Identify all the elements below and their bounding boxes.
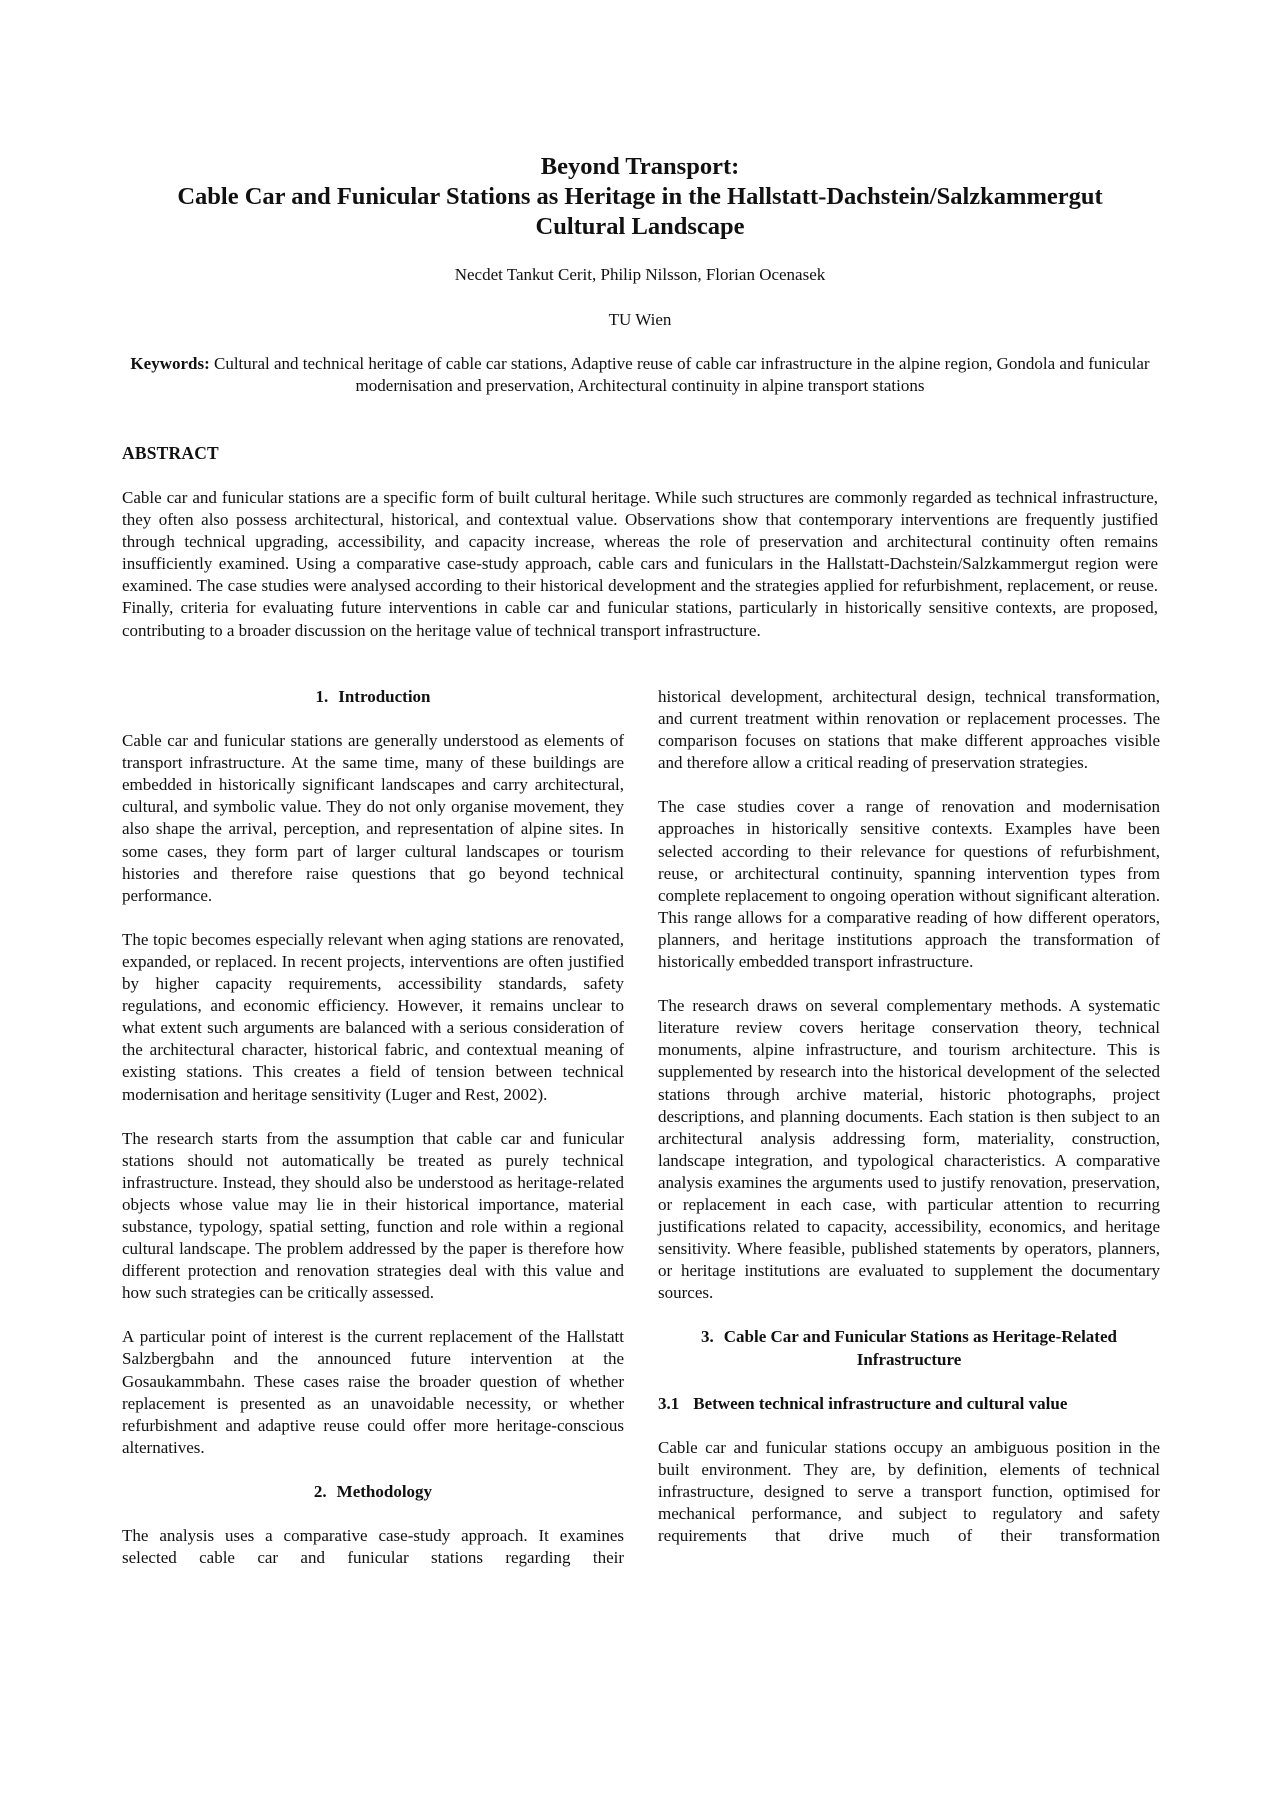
affiliation: TU Wien [608,310,672,329]
right-column [658,686,1160,1547]
section-title-cont: Infrastructure [856,1349,962,1369]
abstract-heading: ABSTRACT [122,443,219,463]
paragraph: Cable car and funicular stations are generally understood as elements of transport infrastructure. At the same time, many of these buildings are embedded in historically significant landscapes and carry architectural, cultural, and symbolic value. They do not only organise movement, they also shape the arrival, perception, and representation of alpine sites. In some cases, they form part of larger cultural landscapes or tourism histories and therefore raise questions that go beyond technical performance. [122,731,624,905]
paragraph: A particular point of interest is the current replacement of the Hallstatt Salzbergbahn and the announced future intervention at the Gosaukammbahn. These cases raise the broader question of whether replacement is presented as an unavoidable necessity, or whether refurbishment and adaptive reuse could offer more heritage-conscious alternatives. [122,1327,624,1457]
keywords [120,353,1160,397]
section-number: 1. [315,687,329,706]
section-title: Cable Car and Funicular Stations as Heritage-Related [723,1327,1117,1347]
left-column [122,686,624,1569]
section-title: Methodology [336,1481,433,1501]
paragraph: historical development, architectural design, technical transformation, and current treatment within renovation or replacement processes. The comparison focuses on stations that make different approaches visible and therefore allow a critical reading of preservation strategies. [658,687,1160,773]
subsection-number: 3.1 [658,1393,680,1413]
paper-title [100,152,1180,242]
section-title: Introduction [338,687,431,706]
section-number: 2. [313,1481,327,1501]
paragraph: The research starts from the assumption that cable car and funicular stations should not automatically be treated as purely technical infrastructure. Instead, they should also be understood as heritage-related objects whose value may lie in their historical importance, material substance, typology, spatial setting, function and role within a regional cultural landscape. The problem addressed by the paper is therefore how different protection and renovation strategies deal with this value and how such strategies can be critically assessed. [122,1128,624,1303]
subsection-title: Between technical infrastructure and cultural value [693,1393,1068,1413]
paragraph: Cable car and funicular stations occupy an ambiguous position in the built environment. They are, by definition, elements of technical infrastructure, designed to serve a transport function, optimised for mechanical performance, and subject to regulatory and safety requirements that drive much of their transformation [658,1437,1160,1546]
section-heading-introduction [122,686,624,708]
section-heading-methodology [122,1481,624,1503]
paragraph: The case studies cover a range of renovation and modernisation approaches in historically sensitive contexts. Examples have been selected according to their relevance for questions of refurbishment, reuse, or architectural continuity, spanning intervention types from complete replacement to ongoing operation without significant alteration. This range allows for a comparative reading of how different operators, planners, and heritage institutions approach the transformation of historically embedded transport infrastructure. [658,797,1160,972]
subsection-heading [658,1393,1160,1415]
paragraph: The topic becomes especially relevant when aging stations are renovated, expanded, or replaced. In recent projects, interventions are often justified by higher capacity requirements, accessibility standards, safety regulations, and economic efficiency. However, it remains unclear to what extent such arguments are balanced with a serious consideration of the architectural character, historical fabric, and contextual meaning of existing stations. This creates a field of tension between technical modernisation and heritage sensitivity (Luger and Rest, 2002). [122,929,624,1104]
title-line-3: Cultural Landscape [535,213,745,240]
keywords-text: Cultural and technical heritage of cable car stations, Adaptive reuse of cable car infrastructure in the alpine region, Gondola and funicular modernisation and preservation, Architectural continuity in alpine transport stations [209,354,1150,395]
title-line-2: Cable Car and Funicular Stations as Heritage in the Hallstatt-Dachstein/Salzkammergut [177,183,1103,210]
section-number: 3. [701,1327,714,1347]
section-heading-heritage [658,1326,1160,1370]
authors: Necdet Tankut Cerit, Philip Nilsson, Florian Ocenasek [454,265,826,284]
keywords-label: Keywords: [130,354,210,373]
abstract-text: Cable car and funicular stations are a specific form of built cultural heritage. While such structures are commonly regarded as technical infrastructure, they often also possess architectural, historical, and contextual value. Observations show that contemporary interventions are frequently justified through technical upgrading, accessibility, and capacity increase, whereas the role of preservation and architectural continuity often remains insufficiently examined. Using a comparative case-study approach, cable cars and funiculars in the Hallstatt-Dachstein/Salzkammergut region were examined. The case studies were analysed according to their historical development and the strategies applied for refurbishment, replacement, or reuse. Finally, criteria for evaluating future interventions in cable car and funicular stations, particularly in historically sensitive contexts, are proposed, contributing to a broader discussion on the heritage value of technical transport infrastructure. [122,488,1158,640]
paragraph: The analysis uses a comparative case-study approach. It examines selected cable car and funicular stations regarding their [122,1526,624,1568]
title-line-1: Beyond Transport: [540,153,740,180]
paragraph: The research draws on several complementary methods. A systematic literature review covers heritage conservation theory, technical monuments, alpine infrastructure, and tourism architecture. This is supplemented by research into the historical development of the selected stations through archive material, historic photographs, project descriptions, and planning documents. Each station is then subject to an architectural analysis addressing form, materiality, construction, landscape integration, and typological characteristics. A comparative analysis examines the arguments used to justify renovation, preservation, or replacement in each case, with particular attention to recurring justifications related to capacity, accessibility, economics, and heritage sensitivity. Where feasible, published statements by operators, planners, or heritage institutions are evaluated to supplement the documentary sources. [658,996,1160,1303]
